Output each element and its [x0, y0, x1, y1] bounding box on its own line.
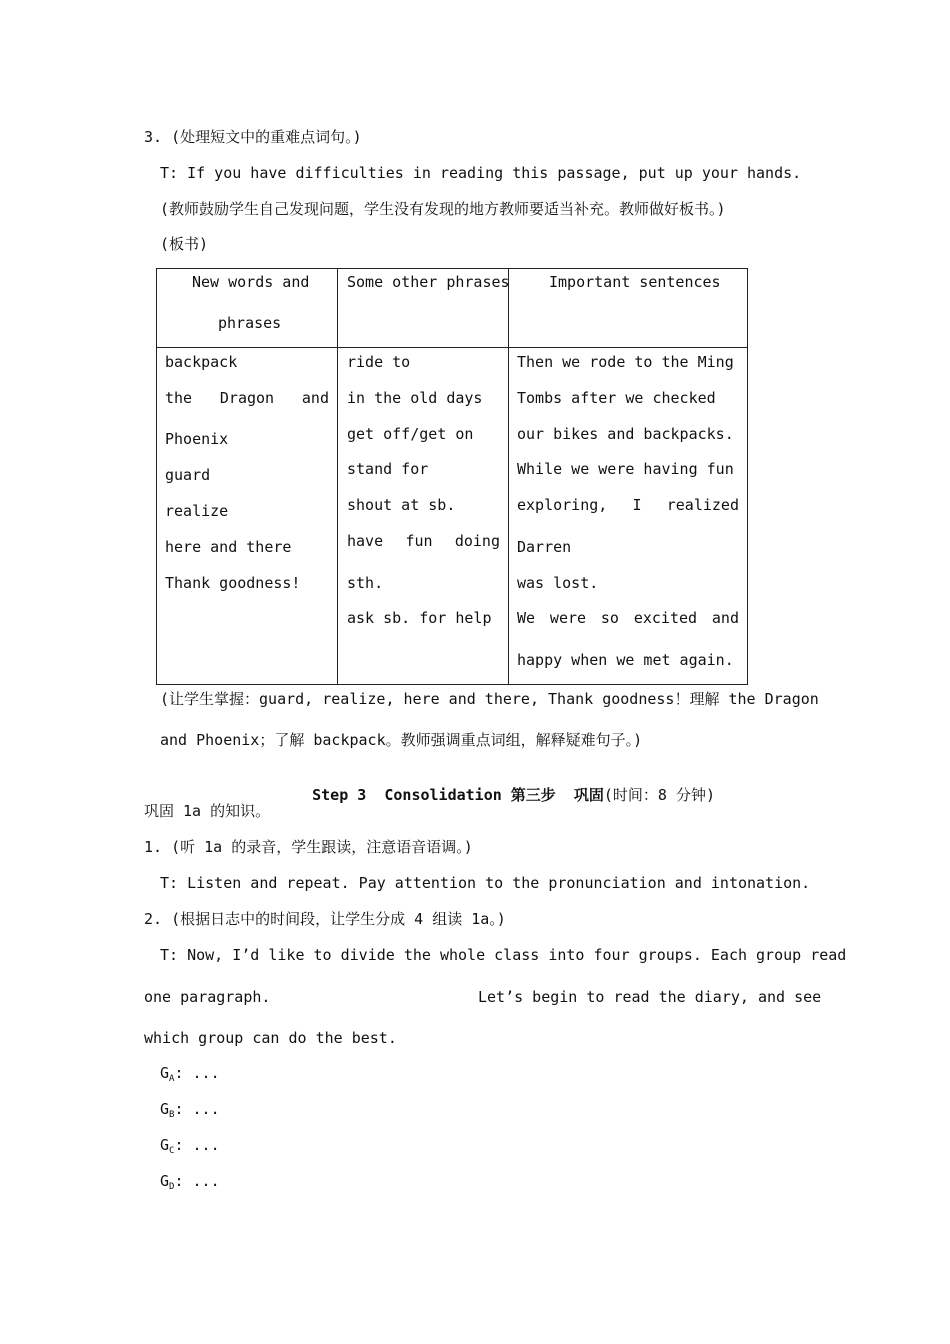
- col2-item: shout at sb.: [347, 496, 456, 514]
- col2-item: ride to: [347, 353, 411, 371]
- table-col-divider-2: [508, 268, 509, 685]
- col3-word: I: [632, 496, 642, 514]
- col3-justified-line: [517, 495, 739, 515]
- col2-item: sth.: [347, 574, 384, 592]
- board-label: (板书): [160, 235, 209, 253]
- group-c-line: [160, 1135, 220, 1158]
- col3-justified-line: [517, 608, 739, 628]
- col3-line: happy when we met again.: [517, 651, 734, 669]
- step3-item2-teacher-line2a: one paragraph.: [144, 988, 271, 1006]
- step3-item2-teacher-line2b: Let’s begin to read the diary, and see: [478, 988, 822, 1006]
- header-new-words-line2: phrases: [218, 314, 282, 332]
- group-subscript: C: [169, 1146, 175, 1156]
- group-a-line: [160, 1063, 220, 1086]
- mastery-note-line2: and Phoenix；了解 backpack。教师强调重点词组，解释疑难句子。): [160, 731, 643, 749]
- col3-line: Tombs after we checked: [517, 389, 716, 407]
- col2-item: ask sb. for help: [347, 609, 492, 627]
- col3-line: was lost.: [517, 574, 599, 592]
- table-header-divider: [156, 347, 748, 348]
- group-text: : ...: [174, 1136, 220, 1154]
- col1-item: Thank goodness!: [165, 574, 301, 592]
- col3-word: so: [600, 609, 619, 627]
- group-subscript: D: [169, 1182, 175, 1192]
- col3-word: and: [711, 609, 739, 627]
- group-d-line: [160, 1171, 220, 1194]
- col2-word: fun: [405, 532, 433, 550]
- col1-item: Phoenix: [165, 430, 229, 448]
- col1-word: and: [301, 389, 329, 407]
- step3-item2-teacher-line1: T: Now, I’d like to divide the whole class into four groups. Each group read: [160, 946, 847, 964]
- group-letter: G: [160, 1100, 170, 1118]
- col1-justified-line: [165, 388, 329, 408]
- group-subscript: A: [169, 1074, 175, 1084]
- col3-word: were: [549, 609, 587, 627]
- step3-time: (时间：8 分钟): [603, 786, 715, 804]
- col1-word: Dragon: [219, 389, 275, 407]
- col2-word: have: [347, 532, 384, 550]
- col3-line: our bikes and backpacks.: [517, 425, 734, 443]
- step3-intro: 巩固 1a 的知识。: [144, 802, 271, 820]
- step3-item1: 1. (听 1a 的录音，学生跟读，注意语音语调。): [144, 838, 473, 856]
- group-subscript: B: [169, 1110, 175, 1120]
- header-important-sentences: Important sentences: [549, 273, 721, 291]
- group-letter: G: [160, 1064, 170, 1082]
- col1-item: backpack: [165, 353, 238, 371]
- step3-heading: [276, 765, 715, 825]
- step3-title: Step 3 Consolidation 第三步 巩固: [312, 786, 604, 804]
- section3-heading: 3. (处理短文中的重难点词句。): [144, 128, 362, 146]
- teacher-note: (教师鼓励学生自己发现问题，学生没有发现的地方教师要适当补充。教师做好板书。): [160, 200, 726, 218]
- col3-line: Then we rode to the Ming: [517, 353, 734, 371]
- group-letter: G: [160, 1172, 170, 1190]
- step3-item2: 2. (根据日志中的时间段，让学生分成 4 组读 1a。): [144, 910, 506, 928]
- group-letter: G: [160, 1136, 170, 1154]
- col1-item: here and there: [165, 538, 292, 556]
- col3-line: Darren: [517, 538, 572, 556]
- col3-word: We: [517, 609, 536, 627]
- col1-item: realize: [165, 502, 229, 520]
- col3-word: exploring,: [517, 496, 608, 514]
- header-other-phrases: Some other phrases: [347, 273, 510, 291]
- col1-item: guard: [165, 466, 211, 484]
- group-text: : ...: [174, 1064, 220, 1082]
- col3-word: excited: [633, 609, 698, 627]
- group-text: : ...: [174, 1172, 220, 1190]
- step3-item1-teacher: T: Listen and repeat. Pay attention to the pronunciation and intonation.: [160, 874, 811, 892]
- col2-item: get off/get on: [347, 425, 474, 443]
- col2-item: in the old days: [347, 389, 483, 407]
- header-new-words-line1: New words and: [192, 273, 310, 291]
- table-col-divider-1: [337, 268, 338, 685]
- col3-word: realized: [666, 496, 739, 514]
- col2-item: stand for: [347, 460, 429, 478]
- col1-word: the: [165, 389, 193, 407]
- col3-line: While we were having fun: [517, 460, 734, 478]
- teacher-line: T: If you have difficulties in reading this passage, put up your hands.: [160, 164, 802, 182]
- mastery-note-line1: (让学生掌握：guard, realize, here and there, Thank goodness！理解 the Dragon: [160, 690, 819, 708]
- col2-justified-line: [347, 531, 500, 551]
- col2-word: doing: [454, 532, 500, 550]
- step3-item2-teacher-line3: which group can do the best.: [144, 1029, 397, 1047]
- group-text: : ...: [174, 1100, 220, 1118]
- group-b-line: [160, 1099, 220, 1122]
